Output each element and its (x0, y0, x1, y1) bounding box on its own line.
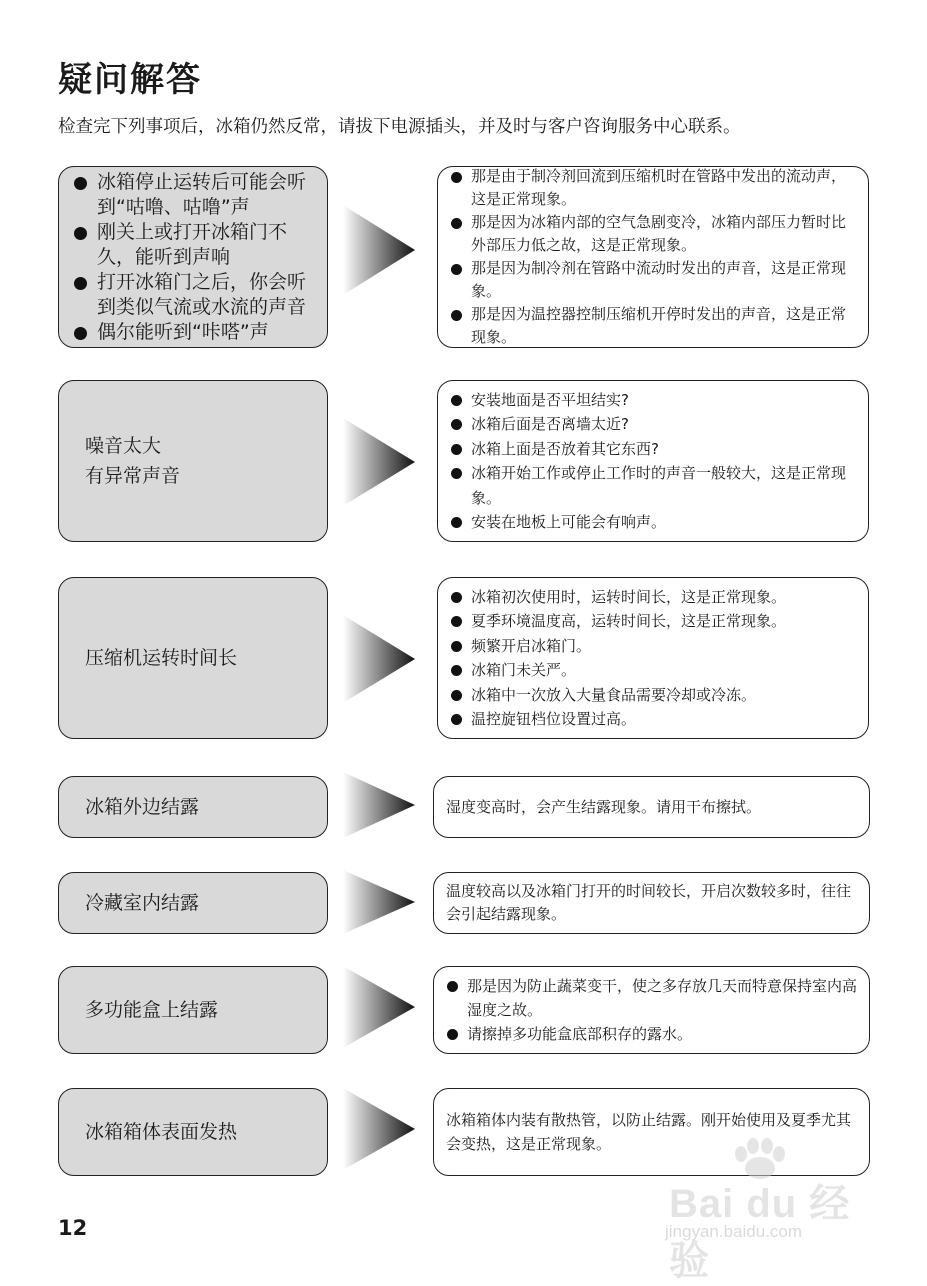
solution-box (433, 776, 870, 838)
solution-text: 冰箱箱体内装有散热管，以防止结露。刚开始使用及夏季尤其会变热，这是正常现象。 (446, 1111, 852, 1153)
solution-text: 温度较高以及冰箱门打开的时间较长，开启次数较多时，往往会引起结露现象。 (446, 882, 852, 923)
bullet-icon (74, 177, 87, 190)
arrow-right-icon (343, 966, 415, 1048)
bullet-icon (451, 310, 462, 321)
solution-item: 冰箱后面是否离墙太近? (450, 412, 860, 437)
page-number: 12 (58, 1216, 88, 1240)
solution-item: 夏季环境温度高，运转时间长，这是正常现象。 (450, 609, 860, 634)
bullet-icon (451, 395, 462, 406)
problem-label: 多功能盒上结露 (85, 999, 219, 1021)
bullet-icon (74, 227, 87, 240)
problem-item: 偶尔能听到“咔嗒”声 (73, 320, 317, 345)
bullet-icon (451, 419, 462, 430)
page-title: 疑问解答 (58, 60, 202, 100)
arrow-right-icon (343, 772, 415, 838)
solution-item: 那是因为冰箱内部的空气急剧变冷，冰箱内部压力暂时比外部压力低之故，这是正常现象。 (450, 211, 860, 257)
arrow-right-icon (343, 615, 415, 703)
problem-box (58, 577, 328, 739)
arrow-right-icon (343, 870, 415, 934)
problem-box (58, 380, 328, 542)
solution-item: 那是因为制冷剂在管路中流动时发出的声音，这是正常现象。 (450, 257, 860, 303)
solution-item: 那是由于制冷剂回流到压缩机时在管路中发出的流动声，这是正常现象。 (450, 165, 860, 211)
solution-item: 冰箱初次使用时，运转时间长，这是正常现象。 (450, 585, 860, 610)
bullet-icon (451, 616, 462, 627)
bullet-icon (451, 517, 462, 528)
bullet-icon (451, 468, 462, 479)
problem-box (58, 166, 328, 348)
arrow-right-icon (343, 205, 415, 295)
problem-label: 有异常声音 (85, 465, 181, 487)
solution-item: 安装地面是否平坦结实? (450, 388, 860, 413)
bullet-icon (451, 641, 462, 652)
problem-item: 打开冰箱门之后，你会听到类似气流或水流的声音 (73, 270, 317, 320)
solution-box (433, 966, 870, 1054)
problem-label: 冰箱外边结露 (85, 796, 200, 818)
solution-item: 安装在地板上可能会有响声。 (450, 510, 860, 535)
bullet-icon (451, 172, 462, 183)
arrow-right-icon (343, 1088, 415, 1170)
solution-box (437, 577, 869, 739)
watermark-logo: Bai du 经验 (669, 1182, 851, 1283)
problem-label: 冷藏室内结露 (85, 892, 200, 914)
problem-item: 冰箱停止运转后可能会听到“咕噜、咕噜”声 (73, 170, 317, 220)
bullet-icon (451, 444, 462, 455)
baidu-watermark (655, 1138, 875, 1283)
problem-box (58, 776, 328, 838)
solution-item: 冰箱中一次放入大量食品需要冷却或冷冻。 (450, 683, 860, 708)
solution-item: 温控旋钮档位设置过高。 (450, 707, 860, 732)
arrow-right-icon (343, 418, 415, 506)
bullet-icon (447, 1029, 458, 1040)
solution-box (433, 872, 870, 934)
solution-item: 那是因为温控器控制压缩机开停时发出的声音，这是正常现象。 (450, 303, 860, 349)
solution-item: 那是因为防止蔬菜变干，使之多存放几天而特意保持室内高湿度之故。 (446, 974, 861, 1022)
solution-text: 湿度变高时，会产生结露现象。请用干布擦拭。 (446, 797, 762, 816)
solution-item: 频繁开启冰箱门。 (450, 634, 860, 659)
intro-text: 检查完下列事项后，冰箱仍然反常，请拔下电源插头，并及时与客户咨询服务中心联系。 (58, 117, 741, 137)
problem-box (58, 1088, 328, 1176)
problem-box (58, 872, 328, 934)
solution-item: 请擦掉多功能盒底部积存的露水。 (446, 1022, 861, 1046)
bullet-icon (451, 690, 462, 701)
bullet-icon (74, 327, 87, 340)
solution-box (437, 380, 869, 542)
problem-label: 噪音太大 (85, 435, 162, 457)
bullet-icon (451, 714, 462, 725)
solution-item: 冰箱门未关严。 (450, 658, 860, 683)
solution-item: 冰箱上面是否放着其它东西? (450, 437, 860, 462)
solution-box (437, 166, 869, 348)
bullet-icon (447, 981, 458, 992)
bullet-icon (451, 218, 462, 229)
bullet-icon (451, 592, 462, 603)
problem-box (58, 966, 328, 1054)
bullet-icon (74, 277, 87, 290)
solution-item: 冰箱开始工作或停止工作时的声音一般较大，这是正常现象。 (450, 461, 860, 510)
problem-label: 压缩机运转时间长 (85, 647, 238, 669)
problem-item: 刚关上或打开冰箱门不久，能听到声响 (73, 220, 317, 270)
bullet-icon (451, 264, 462, 275)
watermark-url: jingyan.baidu.com (665, 1222, 803, 1241)
problem-label: 冰箱箱体表面发热 (85, 1121, 238, 1143)
bullet-icon (451, 665, 462, 676)
